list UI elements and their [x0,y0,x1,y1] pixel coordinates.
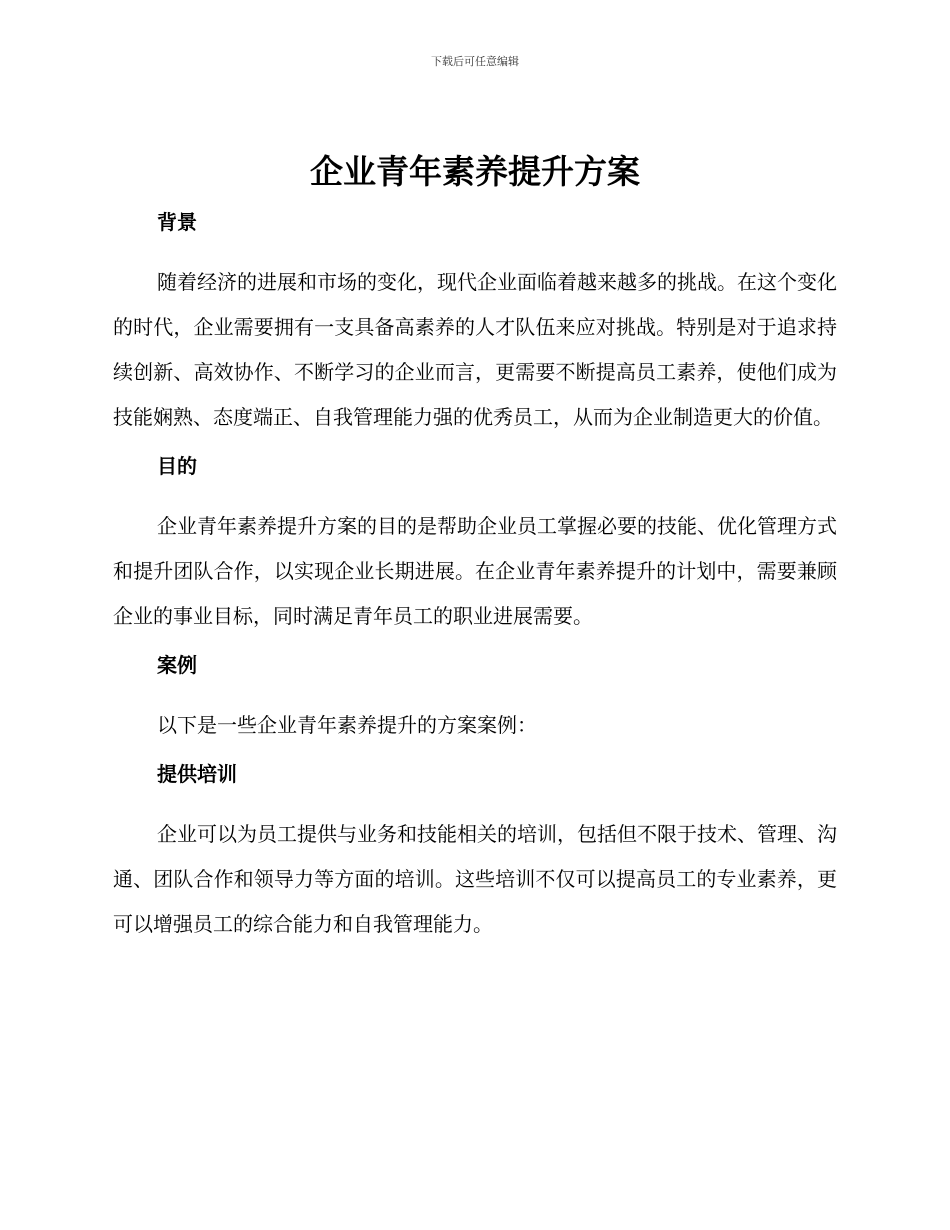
section-paragraph-background: 随着经济的进展和市场的变化，现代企业面临着越来越多的挑战。在这个变化的时代，企业需要拥有一支具备高素养的人才队伍来应对挑战。特别是对于追求持续创新、高效协作、不断学习的企业而言，更需要不断提高员工素养，使他们成为技能娴熟、态度端正、自我管理能力强的优秀员工，从而为企业制造更大的价值。 [113,270,837,429]
section-purpose [113,448,837,639]
section-cases [113,647,837,748]
section-background [113,204,837,440]
section-paragraph-cases: 以下是一些企业青年素养提升的方案案例： [157,713,537,737]
section-paragraph-purpose: 企业青年素养提升方案的目的是帮助企业员工掌握必要的技能、优化管理方式和提升团队合作，以实现企业长期进展。在企业青年素养提升的计划中，需要兼顾企业的事业目标，同时满足青年员工的职业进展需要。 [113,514,837,628]
section-heading-training: 提供培训 [157,762,237,786]
section-training [113,756,837,947]
document-body [113,204,837,947]
section-heading-cases: 案例 [157,653,197,677]
section-heading-purpose: 目的 [157,454,197,478]
section-heading-background: 背景 [157,210,197,234]
section-paragraph-training: 企业可以为员工提供与业务和技能相关的培训，包括但不限于技术、管理、沟通、团队合作和领导力等方面的培训。这些培训不仅可以提高员工的专业素养，更可以增强员工的综合能力和自我管理能力。 [113,822,837,936]
header-note: 下载后可任意编辑 [431,55,519,68]
document-title: 企业青年素养提升方案 [310,152,640,191]
